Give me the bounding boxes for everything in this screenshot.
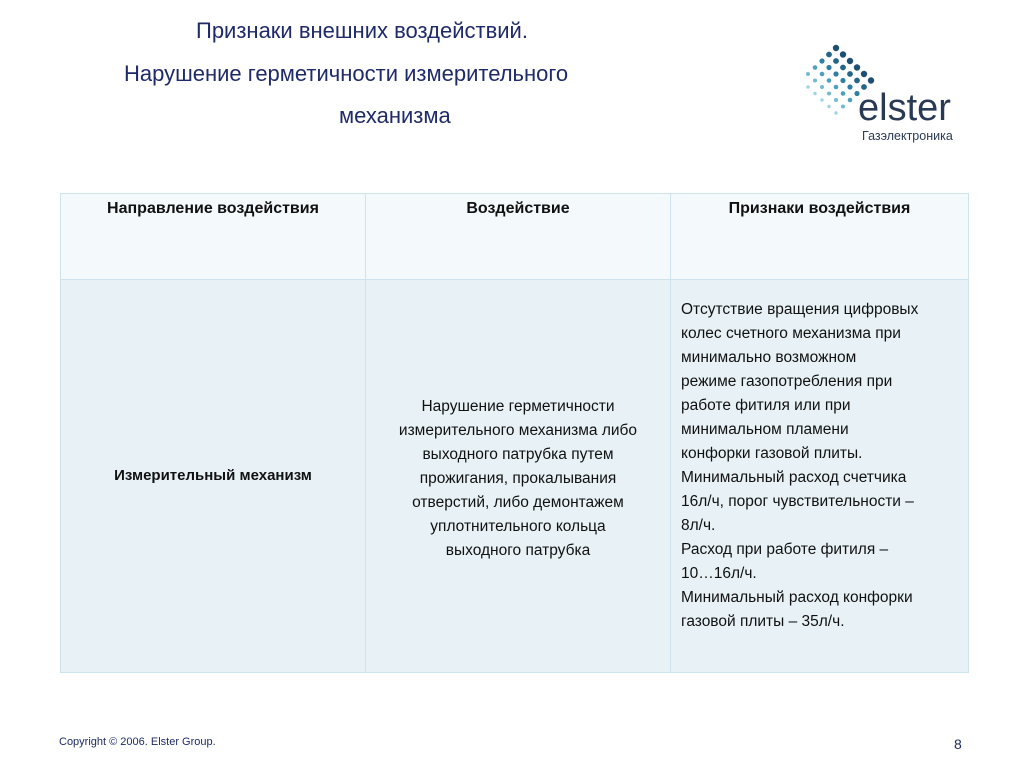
logo-dot xyxy=(820,98,823,101)
logo-dot xyxy=(834,111,837,114)
logo-dot xyxy=(826,52,832,58)
logo-dot xyxy=(833,58,839,64)
logo-dot xyxy=(813,65,818,70)
logo-dot xyxy=(847,71,853,77)
header-impact: Воздействие xyxy=(366,194,671,280)
cell-impact xyxy=(366,280,671,673)
slide-title-line1: Признаки внешних воздействий. xyxy=(196,18,528,43)
text-line: колес счетного механизма при xyxy=(681,325,901,342)
elster-logo xyxy=(806,40,986,150)
logo-dot xyxy=(861,71,867,77)
logo-dot xyxy=(819,58,824,63)
header-direction: Направление воздействия xyxy=(61,194,366,280)
logo-dot xyxy=(806,85,809,88)
logo-dot xyxy=(826,65,831,70)
text-line: отверстий, либо демонтажем xyxy=(412,493,624,511)
logo-dot xyxy=(868,77,874,83)
logo-dot xyxy=(840,51,846,57)
text-line: выходного патрубка путем xyxy=(422,445,614,463)
text-line: работе фитиля или при xyxy=(681,397,851,414)
impact-table xyxy=(60,193,969,673)
text-line: газовой плиты – 35л/ч. xyxy=(681,613,845,630)
svg-text:Газэлектроника: Газэлектроника xyxy=(862,129,953,143)
logo-dot xyxy=(834,98,838,102)
logo-dot xyxy=(827,78,832,83)
slide-title-line2: Нарушение герметичности измерительного xyxy=(124,61,569,86)
logo-dot xyxy=(834,85,839,90)
header-signs: Признаки воздействия xyxy=(671,194,969,280)
logo-dot xyxy=(854,78,860,84)
text-line: минимально возможном xyxy=(681,349,857,366)
text-line: конфорки газовой плиты. xyxy=(681,445,863,462)
text-line: уплотнительного кольца xyxy=(430,517,606,535)
text-line: прожигания, прокалывания xyxy=(419,469,617,487)
logo-dot xyxy=(833,71,838,76)
text-line: Расход при работе фитиля – xyxy=(681,541,889,558)
svg-text:elster: elster xyxy=(858,87,951,129)
text-line: минимальном пламени xyxy=(681,421,849,438)
logo-dot xyxy=(841,105,845,109)
text-line: 16л/ч, порог чувствительности – xyxy=(681,493,914,510)
logo-dot xyxy=(847,58,853,64)
logo-dot xyxy=(841,91,846,96)
logo-dot xyxy=(820,85,824,89)
text-line: Отсутствие вращения цифровых xyxy=(681,301,919,318)
logo-dot xyxy=(806,72,810,76)
logo-dot xyxy=(813,92,816,95)
text-line: Нарушение герметичности xyxy=(421,397,615,415)
logo-dot xyxy=(840,65,846,71)
table-row xyxy=(61,280,969,673)
copyright: Copyright © 2006. Elster Group. xyxy=(59,736,216,748)
logo-dot xyxy=(833,45,839,51)
text-line: режиме газопотребления при xyxy=(681,373,893,390)
cell-signs xyxy=(671,280,969,673)
text-line: Минимальный расход конфорки xyxy=(681,589,913,606)
cell-direction: Измерительный механизм xyxy=(61,280,366,673)
logo-dot xyxy=(840,78,845,83)
logo-dot xyxy=(820,72,825,77)
text-line: Минимальный расход счетчика xyxy=(681,469,907,486)
logo-dot xyxy=(854,64,860,70)
logo-dot xyxy=(827,92,831,96)
text-line: 8л/ч. xyxy=(681,517,716,534)
text-line: 10…16л/ч. xyxy=(681,565,757,582)
text-line: выходного патрубка xyxy=(445,541,591,559)
text-line: измерительного механизма либо xyxy=(398,421,638,439)
logo-dot xyxy=(813,79,817,83)
logo-dot xyxy=(847,84,852,89)
logo-dot xyxy=(848,98,853,103)
logo-dot xyxy=(827,105,830,108)
slide-title-line3: механизма xyxy=(339,103,451,128)
page-number: 8 xyxy=(954,736,962,752)
